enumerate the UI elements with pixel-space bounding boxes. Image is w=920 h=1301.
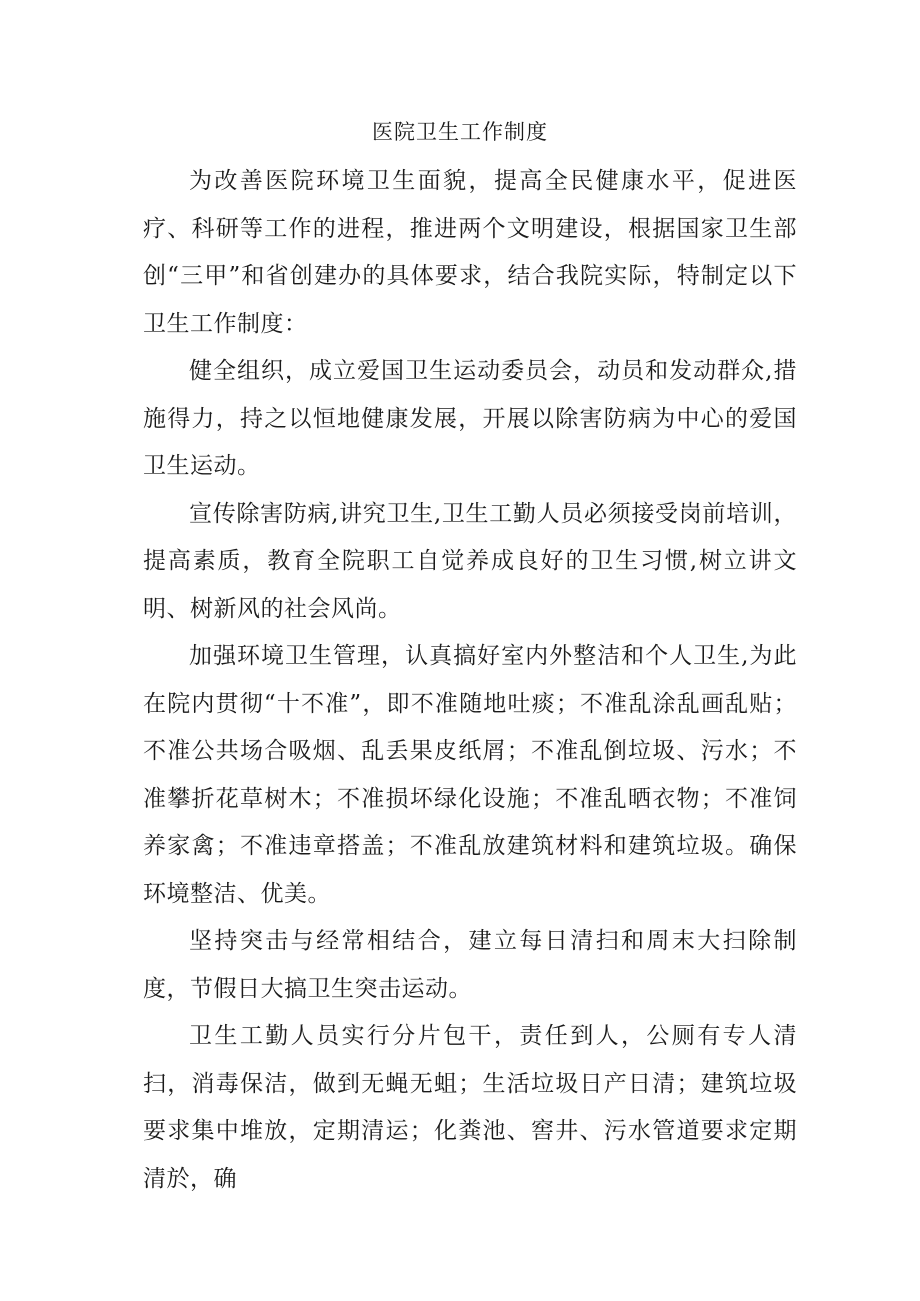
paragraph-cleaning-schedule: 坚持突击与经常相结合，建立每日清扫和周末大扫除制度，节假日大搞卫生突击运动。 <box>143 928 797 1002</box>
document-title: 医院卫生工作制度 <box>372 120 548 144</box>
document-body <box>143 158 797 1203</box>
paragraph-environment-management: 加强环境卫生管理，认真搞好室内外整洁和个人卫生,为此在院内贯彻“十不准”，即不准随地吐痰；不准乱涂乱画乱贴；不准公共场合吸烟、乱丢果皮纸屑；不准乱倒垃圾、污水；不准攀折花草树木；不准损坏绿化设施；不准乱晒衣物；不准饲养家禽；不准违章搭盖；不准乱放建筑材料和建筑垃圾。确保环境整洁、优美。 <box>143 643 797 907</box>
paragraph-staff-responsibility: 卫生工勤人员实行分片包干，责任到人，公厕有专人清扫，消毒保洁，做到无蝇无蛆；生活垃圾日产日清；建筑垃圾要求集中堆放，定期清运；化粪池、窖井、污水管道要求定期清於，确 <box>143 1023 797 1192</box>
paragraph-organization: 健全组织，成立爱国卫生运动委员会，动员和发动群众,措施得力，持之以恒地健康发展，开展以除害防病为中心的爱国卫生运动。 <box>143 358 797 479</box>
paragraph-intro: 为改善医院环境卫生面貌，提高全民健康水平，促进医疗、科研等工作的进程，推进两个文明建设，根据国家卫生部创“三甲”和省创建办的具体要求，结合我院实际，特制定以下卫生工作制度： <box>143 168 797 337</box>
paragraph-publicity: 宣传除害防病,讲究卫生,卫生工勤人员必须接受岗前培训，提高素质，教育全院职工自觉养成良好的卫生习惯,树立讲文明、树新风的社会风尚。 <box>143 500 797 622</box>
